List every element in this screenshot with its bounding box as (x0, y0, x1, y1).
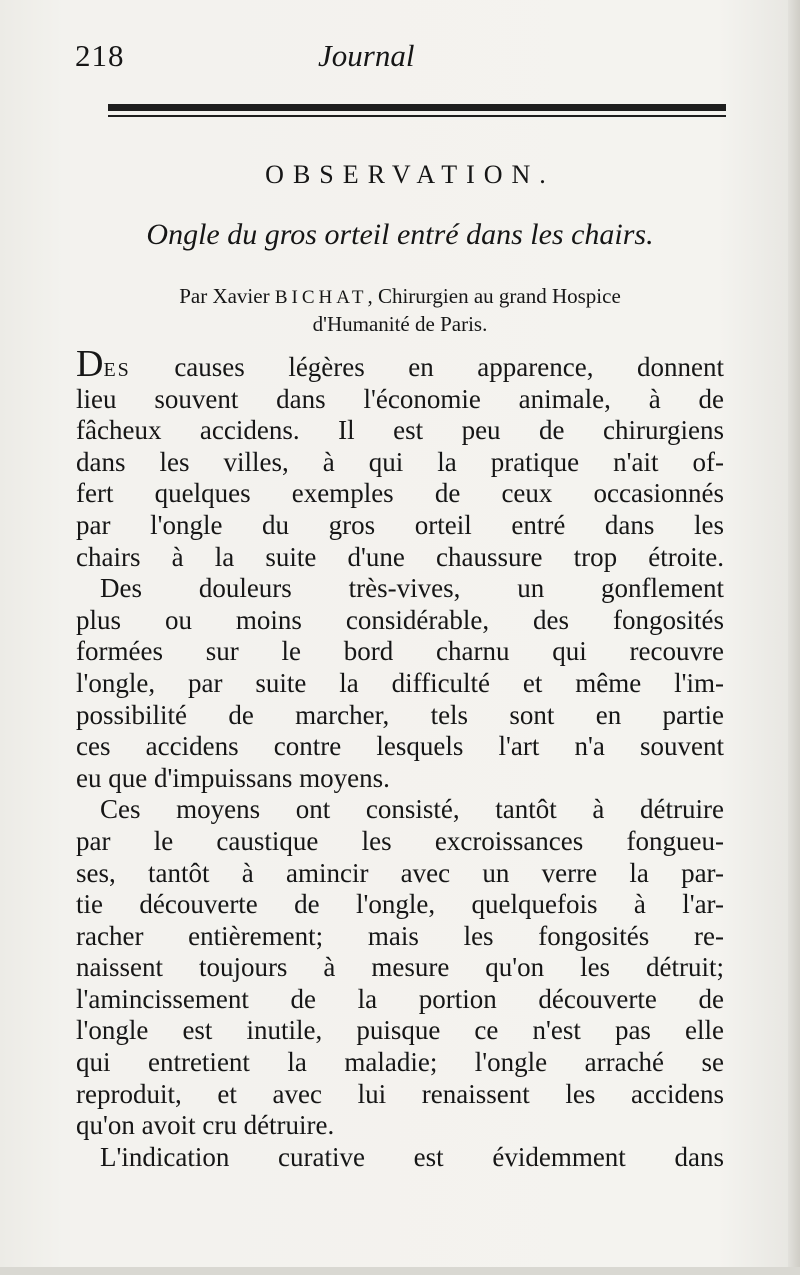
byline-surname: BICHAT (274, 287, 368, 308)
text-line: racher entièrement; mais les fongosités re- (76, 920, 724, 951)
byline-line-2: d'Humanité de Paris. (312, 312, 488, 336)
text-line (76, 343, 724, 385)
section-title: OBSERVATION. (265, 160, 555, 189)
text-line: possibilité de marcher, tels sont en partie (76, 699, 724, 730)
text-line: l'ongle est inutile, puisque ce n'est pas elle (76, 1015, 724, 1046)
page-edge-shadow (788, 0, 800, 1275)
byline-prefix: Par Xavier (179, 284, 270, 308)
page-number: 218 (75, 38, 125, 73)
text-line: reproduit, et avec lui renaissent les accidens (76, 1078, 724, 1109)
text-line: l'amincissement de la portion découverte de (76, 983, 724, 1014)
text-line: plus ou moins considérable, des fongosités (76, 604, 724, 635)
text-line: dans les villes, à qui la pratique n'ait of- (76, 446, 724, 477)
text-line: naissent toujours à mesure qu'on les détruit; (76, 952, 724, 983)
text-line: eu que d'impuissans moyens. (76, 762, 390, 793)
paragraph-4 (76, 1142, 724, 1174)
text-line: par le caustique les excroissances fongueu- (76, 825, 724, 856)
byline-suffix: , Chirurgien au grand Hospice (367, 284, 621, 308)
text-line: l'ongle, par suite la difficulté et même l'im- (76, 667, 724, 698)
paragraph-3 (76, 794, 724, 1142)
page-header (0, 38, 800, 88)
running-head: Journal (318, 38, 415, 73)
byline-line-1 (75, 283, 725, 311)
page-bottom-edge (0, 1267, 800, 1275)
text-line: par l'ongle du gros orteil entré dans les (76, 509, 724, 540)
drop-cap-continuation: ES (103, 359, 131, 381)
text-line: Des douleurs très-vives, un gonflement (100, 573, 724, 604)
text-line: fâcheux accidens. Il est peu de chirurgiens (76, 415, 724, 446)
drop-cap: D (76, 343, 104, 385)
paragraph-1 (76, 343, 724, 573)
text-line: tie découverte de l'ongle, quelquefois à l'ar- (76, 889, 724, 920)
text-line: qui entretient la maladie; l'ongle arraché se (76, 1047, 724, 1078)
text-line: chairs à la suite d'une chaussure trop étroite. (76, 541, 724, 572)
header-rule-thin (108, 115, 726, 117)
body-text (76, 343, 724, 1173)
article-title: Ongle du gros orteil entré dans les chairs. (146, 218, 654, 251)
text-line: lieu souvent dans l'économie animale, à de (76, 383, 724, 414)
text-line: fert quelques exemples de ceux occasionnés (76, 478, 724, 509)
text-line: L'indication curative est évidemment dans (100, 1141, 724, 1172)
first-line-text: causes légères en apparence, donnent (130, 352, 724, 382)
text-line: Ces moyens ont consisté, tantôt à détruire (100, 794, 724, 825)
text-line: ses, tantôt à amincir avec un verre la par- (76, 857, 724, 888)
text-line: ces accidens contre lesquels l'art n'a souvent (76, 731, 724, 762)
byline (75, 283, 725, 337)
header-rule-thick (108, 104, 726, 111)
text-line: qu'on avoit cru détruire. (76, 1110, 335, 1141)
paragraph-2 (76, 573, 724, 794)
text-line: formées sur le bord charnu qui recouvre (76, 636, 724, 667)
